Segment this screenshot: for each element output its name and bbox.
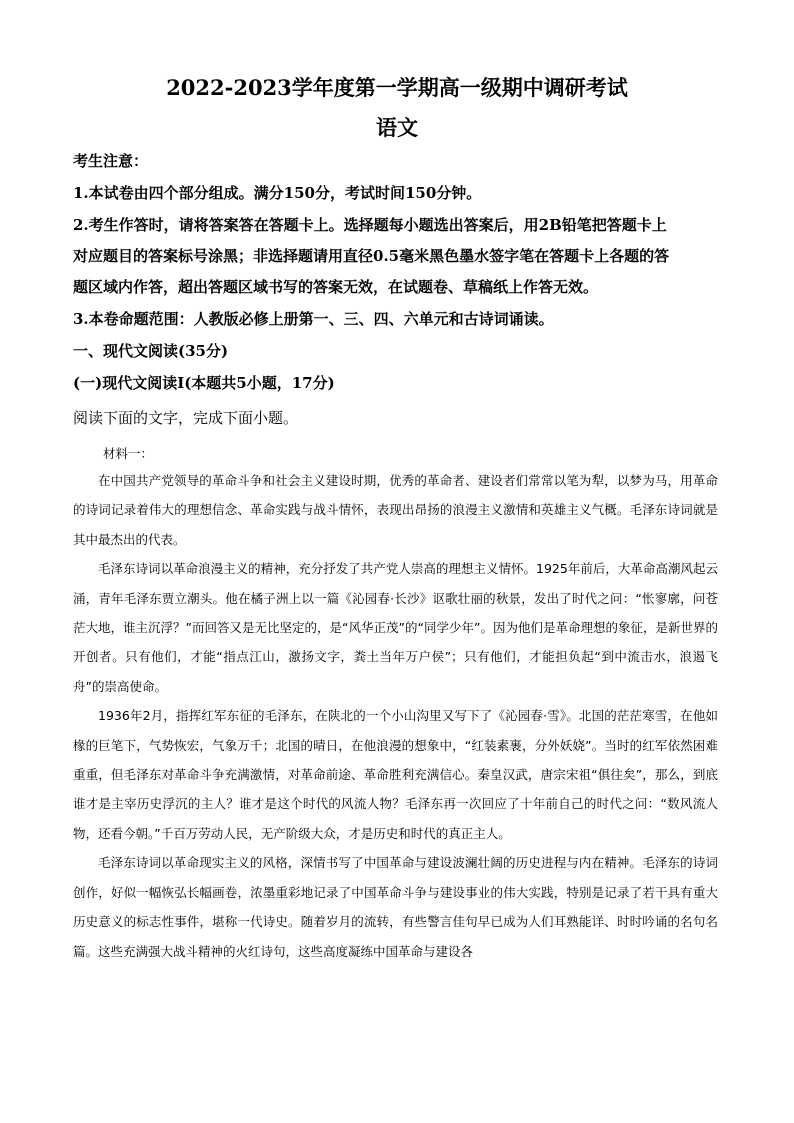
notice-item-2: 2.考生作答时，请将答案答在答题卡上。选择题每小题选出答案后，用2B铅笔把答题卡上 [73,216,667,234]
notice-item-1: 1.本试卷由四个部分组成。满分150分，考试时间150分钟。 [73,184,482,202]
material-paragraph: 1936年2月，指挥红军东征的毛泽东，在陕北的一个小山沟里又写下了《沁园春·雪》。北国的茫茫寒雪，在他如椽的巨笔下，气势恢宏，气象万千；北国的晴日，在他浪漫的想象中，“红装素裹，分外妖娆”。当时的红军依然困难重重，但毛泽东对革命斗争充满激情，对革命前途、革命胜利充满信心。秦皇汉武，唐宗宋祖“俱往矣”，那么，到底谁才是主宰历史浮沉的主人？谁才是这个时代的风流人物？毛泽东再一次回应了十年前自己的时代之问：“数风流人物，还看今朝。”千百万劳动人民，无产阶级大众，才是历史和时代的真正主人。 [73,708,718,841]
section-subtitle: (一)现代文阅读Ⅰ(本题共5小题，17分) [73,374,335,392]
notice-heading: 考生注意： [73,152,149,170]
material-label: 材料一： [103,446,154,461]
subject-title: 语文 [376,115,418,140]
material-paragraph: 在中国共产党领导的革命斗争和社会主义建设时期，优秀的革命者、建设者们常常以笔为犁，以梦为马，用革命的诗词记录着伟大的理想信念、革命实践与战斗情怀，表现出昂扬的浪漫主义激情和英雄主义气概。毛泽东诗词就是其中最杰出的代表。 [73,473,718,547]
section-title: 一、现代文阅读(35分) [73,342,229,360]
exam-title: 2022-2023学年度第一学期高一级期中调研考试 [166,75,628,100]
notice-item-3: 3.本卷命题范围：人教版必修上册第一、三、四、六单元和古诗词诵读。 [73,310,554,328]
notice-item-2-cont2: 题区域内作答，超出答题区域书写的答案无效，在试题卷、草稿纸上作答无效。 [73,278,599,296]
notice-item-2-cont: 对应题目的答案标号涂黑；非选择题请用直径0.5毫米黑色墨水签字笔在答题卡上各题的答 [73,247,670,265]
material-paragraph: 毛泽东诗词以革命现实主义的风格，深情书写了中国革命与建设波澜壮阔的历史进程与内在精神。毛泽东的诗词创作，好似一幅恢弘长幅画卷，浓墨重彩地记录了中国革命斗争与建设事业的伟大实践，特别是记录了若干具有重大历史意义的标志性事件，堪称一代诗史。随着岁月的流转，有些警言佳句早已成为人们耳熟能详、时时吟诵的名句名篇。这些充满强大战斗精神的火红诗句，这些高度凝练中国革命与建设各 [73,855,718,959]
material-text [73,466,718,966]
reading-instruction: 阅读下面的文字，完成下面小题。 [73,410,299,427]
material-paragraph: 毛泽东诗词以革命浪漫主义的精神，充分抒发了共产党人崇高的理想主义情怀。1925年前后，大革命高潮风起云涌，青年毛泽东贾立潮头。他在橘子洲上以一篇《沁园春·长沙》讴歌壮丽的秋景，发出了时代之问：“怅寥廓，问苍茫大地，谁主沉浮？”而回答又是无比坚定的，是“风华正茂”的“同学少年”。因为他们是革命理想的象征，是新世界的开创者。只有他们，才能“指点江山，激扬文字，粪土当年万户侯”；只有他们，才能担负起“到中流击水，浪遏飞舟”的崇高使命。 [73,561,718,694]
